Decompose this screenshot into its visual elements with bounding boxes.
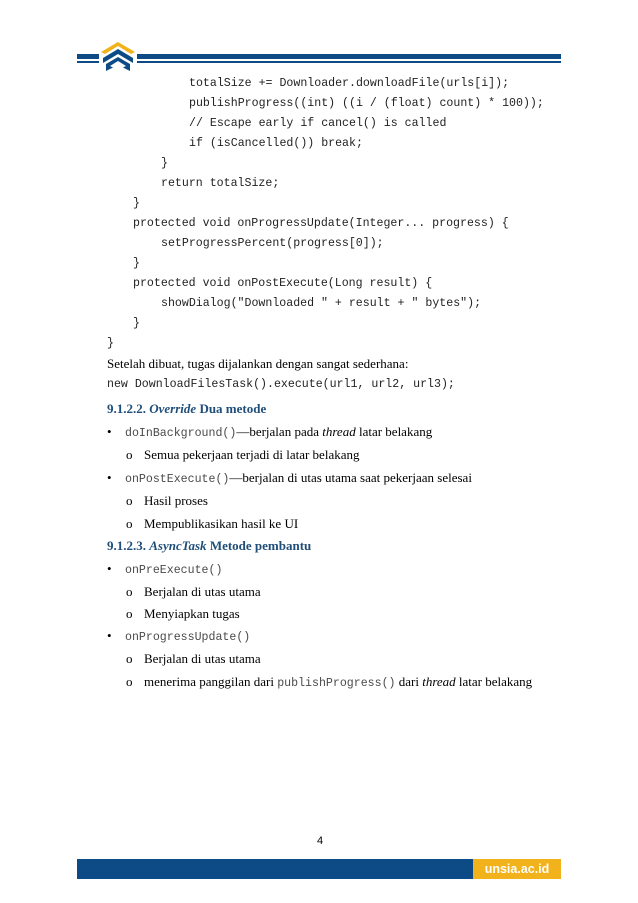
code-line: if (isCancelled()) break; [189,137,363,150]
sub-item-prefix: menerima panggilan dari [144,674,278,689]
code-line: publishProgress((int) ((i / (float) count) * 100)); [189,97,544,110]
intro-paragraph: Setelah dibuat, tugas dijalankan dengan sangat sederhana: [107,356,409,371]
section-heading-helpers [107,538,311,554]
sub-list-item: Berjalan di utas utama [144,651,261,666]
list-item-onprogressupdate [125,628,250,646]
header-rule [77,54,561,64]
code-line: } [161,157,168,170]
method-name: onProgressUpdate() [125,631,251,644]
code-line: setProgressPercent(progress[0]); [161,237,384,250]
bullet-icon: • [107,470,112,485]
sub-list-item [144,674,532,692]
bullet-icon: • [107,628,112,643]
sub-bullet-icon: o [126,584,133,599]
section-title-italic: Override [149,401,197,416]
section-title-italic: AsyncTask [149,538,207,553]
code-line: showDialog("Downloaded " + result + " bytes"); [161,297,482,310]
execute-code-line: new DownloadFilesTask().execute(url1, url2, url3); [107,378,455,391]
sub-bullet-icon: o [126,651,133,666]
item-desc-suffix: latar belakang [355,424,433,439]
bullet-icon: • [107,424,112,439]
sub-item-italic: thread [422,674,456,689]
sub-bullet-icon: o [126,447,133,462]
code-line: } [133,257,140,270]
code-line: // Escape early if cancel() is called [189,117,447,130]
section-number: 9.1.2.2. [107,401,146,416]
code-line: protected void onPostExecute(Long result) { [133,277,433,290]
header-rule-thin [77,61,561,63]
code-line: } [107,337,114,350]
code-line: protected void onProgressUpdate(Integer... progress) { [133,217,509,230]
code-line: return totalSize; [161,177,280,190]
section-title-rest: Metode pembantu [206,538,312,553]
method-name: publishProgress() [277,677,396,690]
footer-site-link[interactable]: unsia.ac.id [484,862,550,876]
bullet-icon: • [107,561,112,576]
sub-item-middle: dari [395,674,423,689]
sub-bullet-icon: o [126,493,133,508]
sub-list-item: Hasil proses [144,493,208,508]
code-line: totalSize += Downloader.downloadFile(urls[i]); [189,77,510,90]
sub-list-item: Mempublikasikan hasil ke UI [144,516,299,531]
item-desc-prefix: —berjalan di utas utama saat pekerjaan selesai [229,470,472,485]
section-number: 9.1.2.3. [107,538,146,553]
item-desc-prefix: —berjalan pada [236,424,323,439]
university-logo [99,41,137,75]
list-item-doinbackground [125,424,432,442]
sub-bullet-icon: o [126,674,133,689]
section-title-rest: Dua metode [196,401,267,416]
sub-bullet-icon: o [126,516,133,531]
sub-item-suffix: latar belakang [455,674,533,689]
header-rule-thick [77,54,561,59]
method-name: doInBackground() [125,427,237,440]
sub-list-item: Menyiapkan tugas [144,606,240,621]
code-line: } [133,197,140,210]
sub-list-item: Berjalan di utas utama [144,584,261,599]
method-name: onPreExecute() [125,564,223,577]
list-item-onpreexecute [125,561,222,579]
page-number: 4 [316,835,324,847]
item-desc-italic: thread [322,424,356,439]
university-logo-icon [99,41,137,75]
method-name: onPostExecute() [125,473,230,486]
sub-bullet-icon: o [126,606,133,621]
section-heading-override [107,401,266,417]
list-item-onpostexecute [125,470,472,488]
code-line: } [133,317,140,330]
sub-list-item: Semua pekerjaan terjadi di latar belakang [144,447,360,462]
